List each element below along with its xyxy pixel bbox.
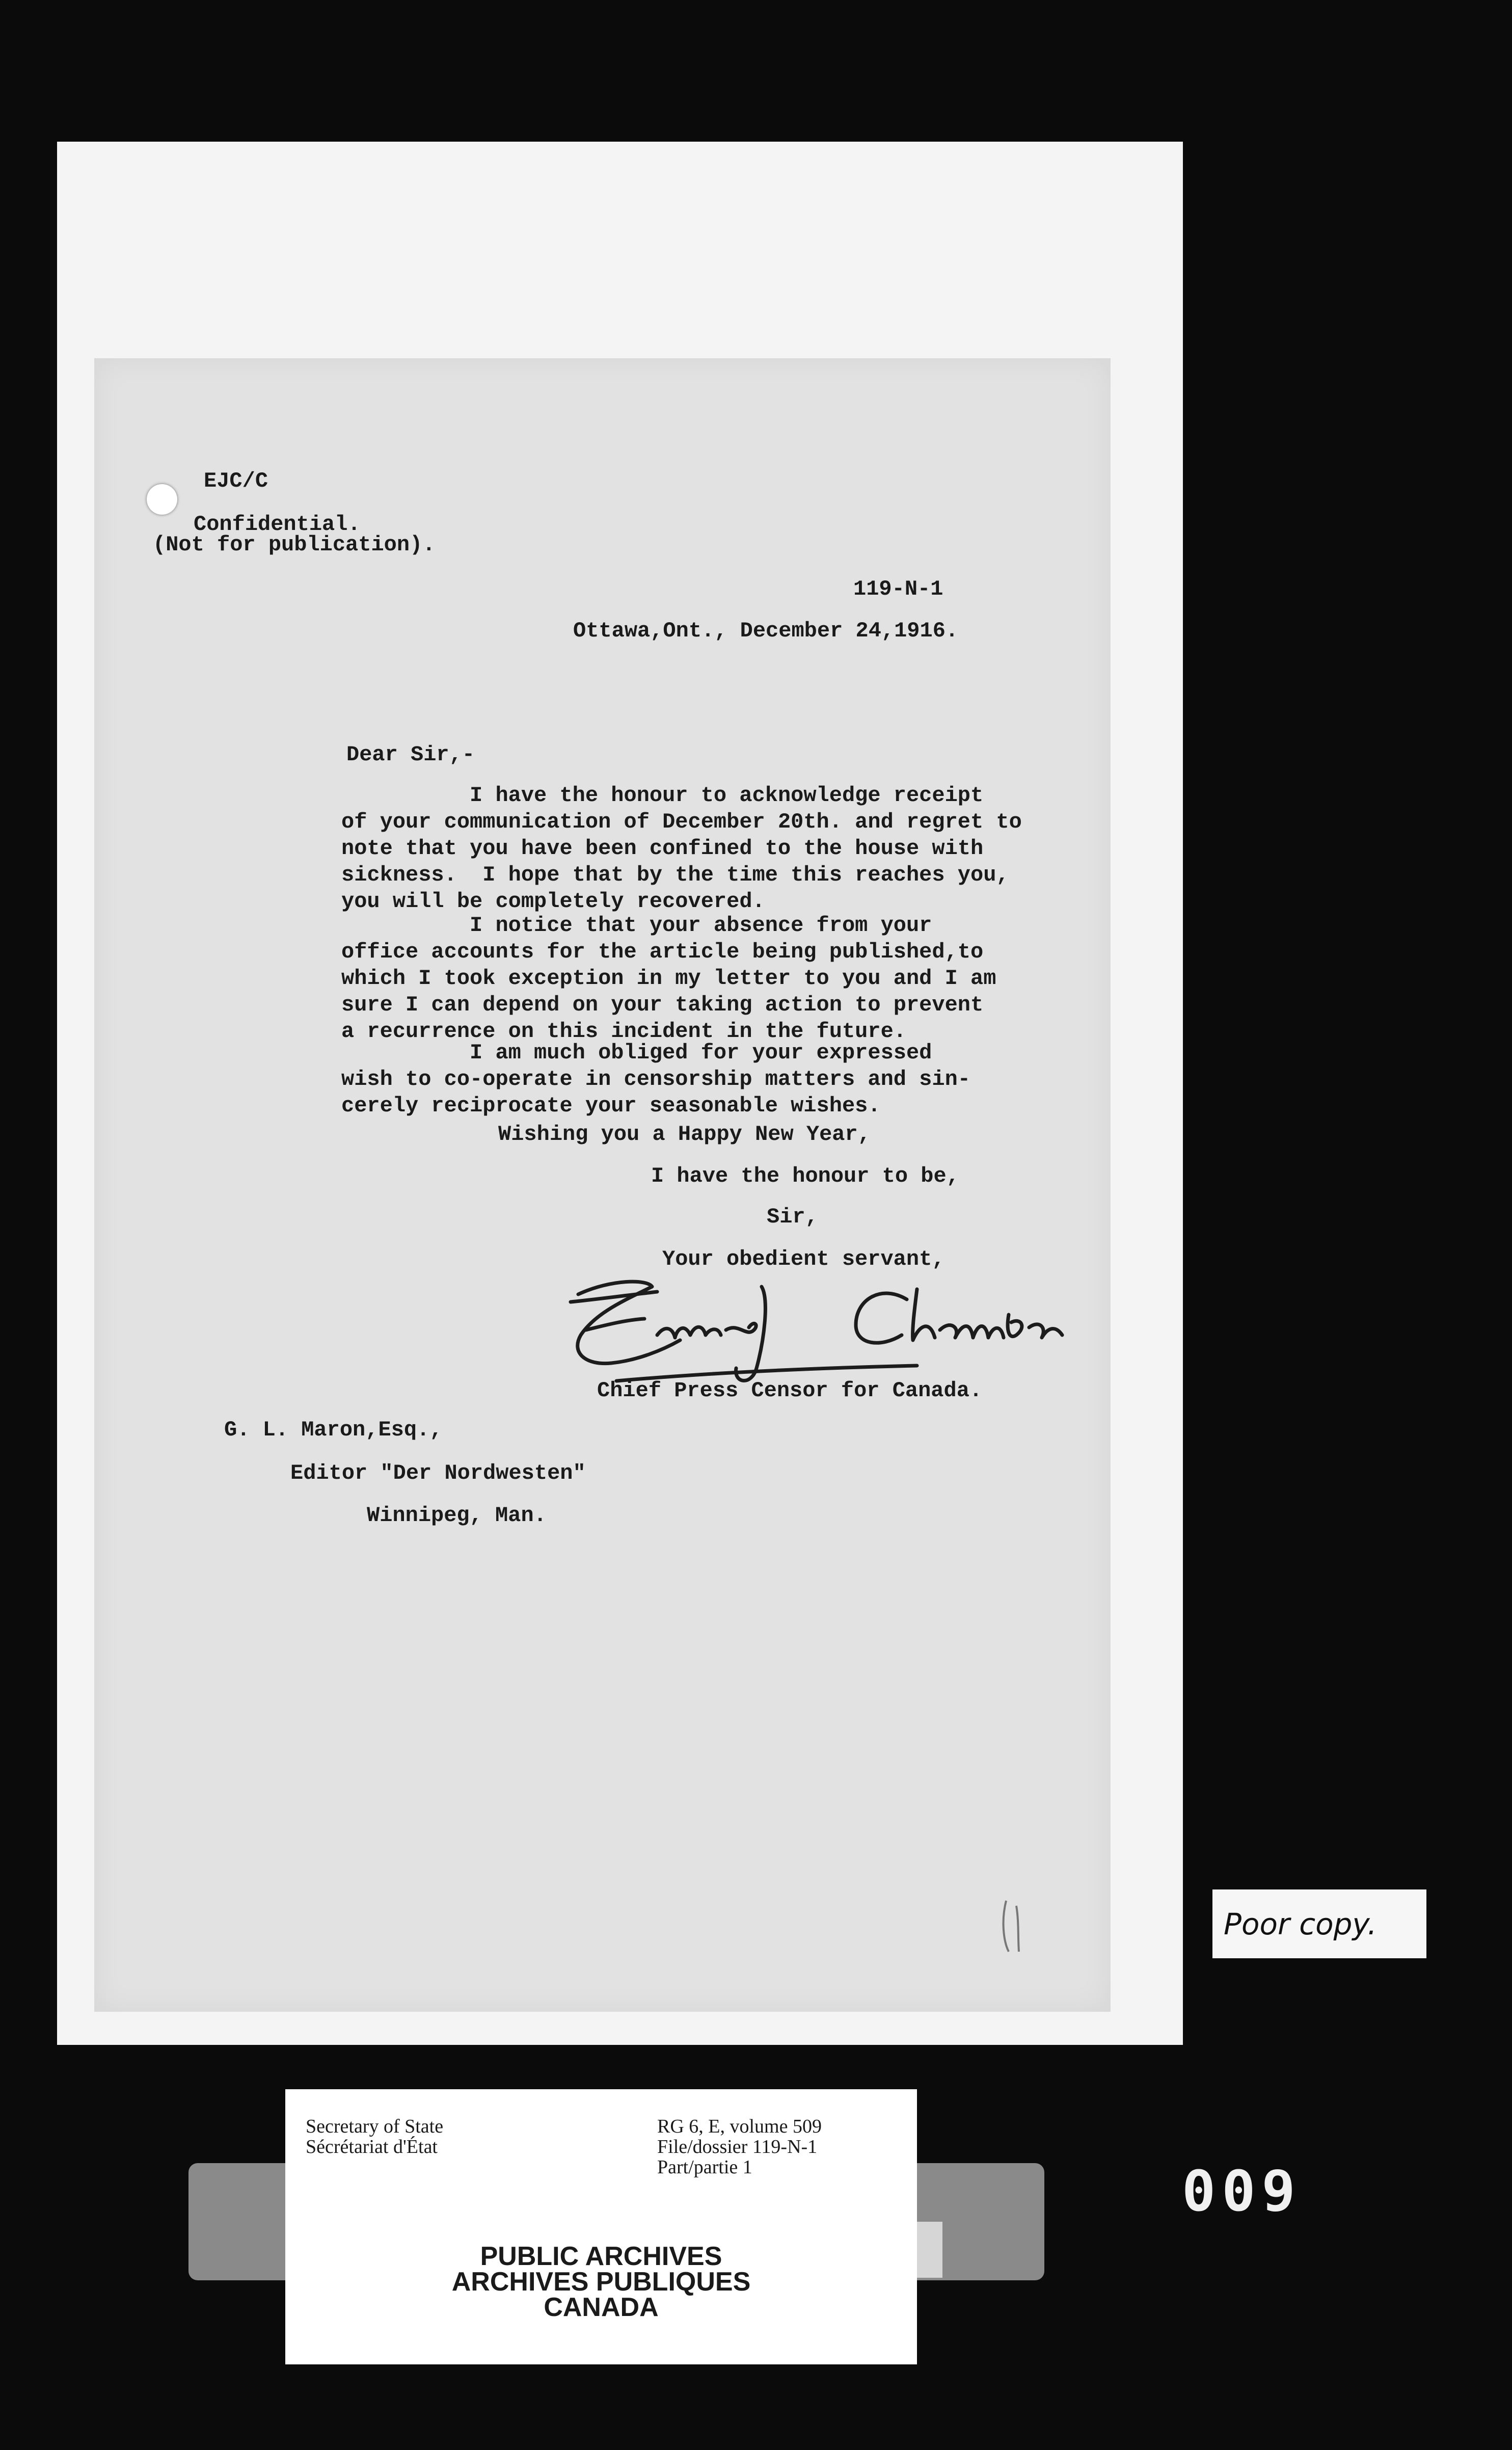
- part-partie: Part/partie 1: [657, 2156, 752, 2178]
- closing-line-1: I have the honour to be,: [651, 1164, 959, 1188]
- file-dossier: File/dossier 119-N-1: [657, 2136, 818, 2158]
- stamp-line-3: CANADA: [544, 2293, 659, 2322]
- stamp-line-2: ARCHIVES PUBLIQUES: [451, 2267, 751, 2297]
- new-year-wish: Wishing you a Happy New Year,: [498, 1122, 871, 1147]
- signer-title: Chief Press Censor for Canada.: [597, 1378, 983, 1403]
- body-paragraph-1: I have the honour to acknowledge receipt of your communication of December 20th. and regret to note that you have been confined to the house with sickness. I hope that by the time this reaches you, you will be completely recovered.: [341, 783, 1022, 914]
- department-fr: Sécrétariat d'État: [306, 2136, 438, 2158]
- pencil-mark: [998, 1896, 1029, 1957]
- poor-copy-note: [1212, 1889, 1426, 1958]
- stamp-line-1: PUBLIC ARCHIVES: [480, 2242, 722, 2271]
- frame-counter: 009: [1182, 2159, 1302, 2224]
- file-number: 119-N-1: [853, 577, 943, 601]
- closing-line-3: Your obedient servant,: [662, 1247, 945, 1271]
- place-date: Ottawa,Ont., December 24,1916.: [573, 619, 959, 643]
- recipient-place: Winnipeg, Man.: [367, 1503, 547, 1528]
- salutation: Dear Sir,-: [346, 742, 475, 767]
- confidential-label: Confidential.: [194, 512, 361, 537]
- department-en: Secretary of State: [306, 2116, 444, 2137]
- recipient-title: Editor "Der Nordwesten": [290, 1461, 586, 1485]
- not-for-publication-label: (Not for publication).: [153, 532, 436, 557]
- poor-copy-text: Poor copy.: [1224, 1907, 1377, 1941]
- handwritten-signature: [550, 1264, 1070, 1391]
- record-group: RG 6, E, volume 509: [657, 2116, 822, 2137]
- body-paragraph-2: I notice that your absence from your office accounts for the article being published,to which I took exception in my letter to you and I am sure I can depend on your taking action to prevent a recurrence on this incident in the future.: [341, 913, 996, 1044]
- recipient-name: G. L. Maron,Esq.,: [224, 1418, 443, 1442]
- closing-line-2: Sir,: [767, 1205, 818, 1229]
- reference-initials: EJC/C: [204, 469, 268, 493]
- punch-hole: [147, 484, 177, 515]
- archive-label-card: [285, 2089, 917, 2364]
- body-paragraph-3: I am much obliged for your expressed wish to co-operate in censorship matters and sin- cerely reciprocate your seasonable wishes.: [341, 1041, 971, 1118]
